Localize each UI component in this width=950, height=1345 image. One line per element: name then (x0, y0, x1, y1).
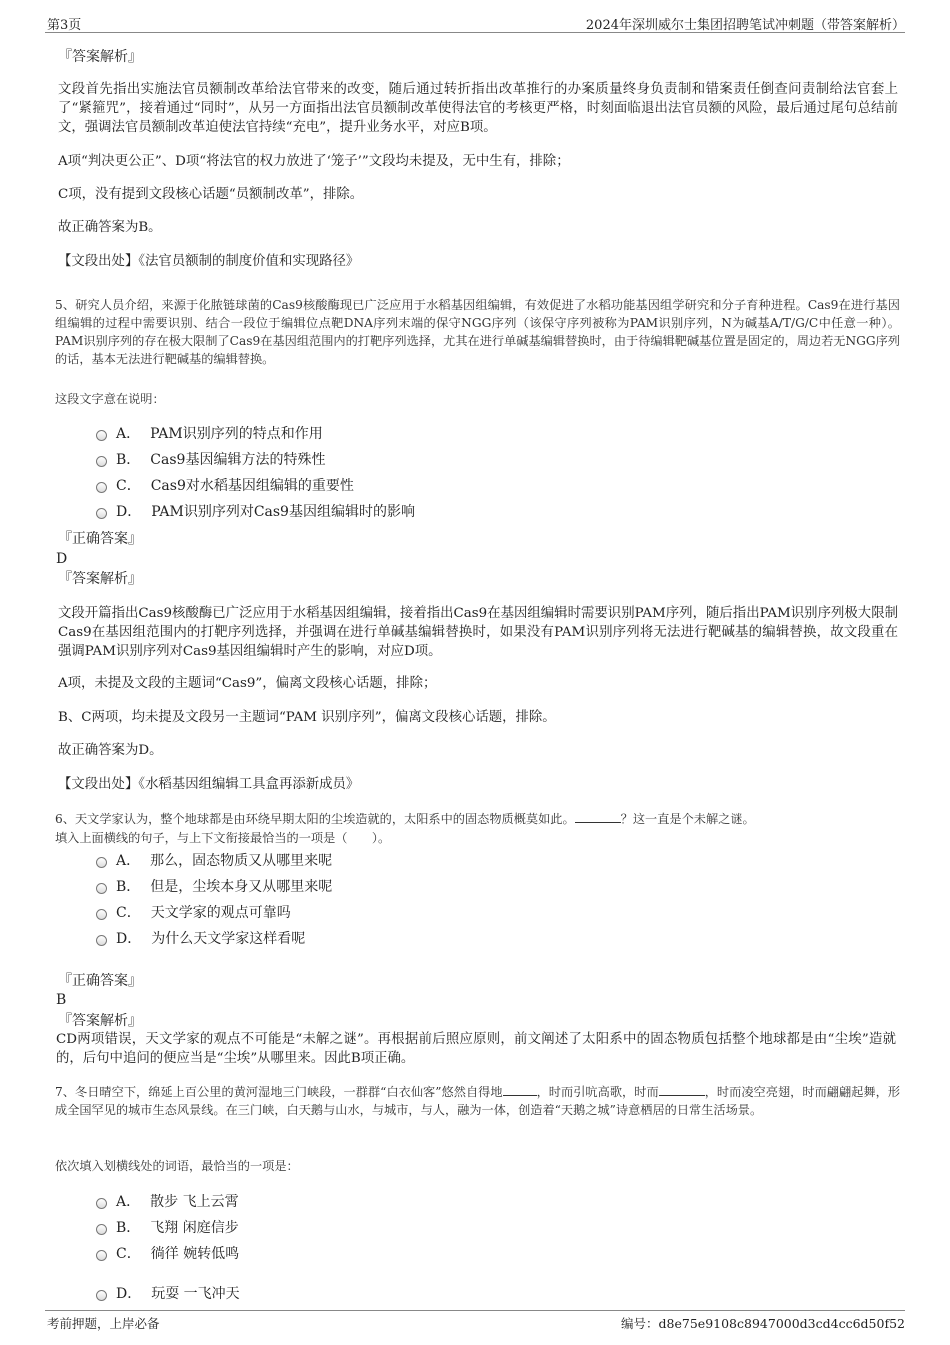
q7-option-d[interactable]: D． 玩耍 一飞冲天 (96, 1284, 240, 1304)
q5-stem: 5、研究人员介绍，来源于化脓链球菌的Cas9核酸酶现已广泛应用于水稻基因组编辑，有效促进了水稻功能基因组学研究和分子育种进程。Cas9在进行基因组编辑的过程中需要识别、结合一段位于编辑位点靶DNA序列末端的保守NGG序列（该保守序列被称为PAM识别序列，N为碱基A/T/G/C中任意一种）。PAM识别序列的存在极大限制了Cas9在基因组范围内的打靶序列选择，尤其在进行单碱基编辑替换时，由于待编辑靶碱基位置是固定的，周边若无NGG序列的话，基本无法进行靶碱基的编辑替换。 (55, 298, 900, 366)
footer-divider (45, 1310, 905, 1311)
page-number: 第3页 (47, 18, 82, 33)
q4-analysis-conclusion: 故正确答案为B。 (58, 220, 162, 235)
fill-blank (659, 1083, 705, 1096)
q6-prompt: 填入上面横线的句子，与上下文衔接最恰当的一项是（ ）。 (55, 831, 391, 845)
q5-analysis-label: 『答案解析』 (58, 571, 142, 587)
q7-stem: 7、冬日晴空下，绵延上百公里的黄河湿地三门峡段，一群群“白衣仙客”悠然自得地 ，时而引吭高歌，时而 ，时而凌空亮翅，时而翩翩起舞，形成全国罕见的城市生态风景线。在三门峡，白天鹅与山水，与城市，与人，融为一体，创造着“天鹅之城”诗意栖居的日常生活场景。 (55, 1085, 901, 1117)
radio-icon[interactable] (96, 935, 107, 946)
q6-answer: B (56, 992, 67, 1008)
q4-analysis-para3: C项，没有提到文段核心话题“员额制改革”，排除。 (58, 187, 364, 202)
fill-blank (575, 810, 621, 823)
q4-analysis-para2: A项“判决更公正”、D项“将法官的权力放进了‘笼子’”文段均未提及，无中生有，排除； (58, 154, 570, 169)
radio-icon[interactable] (96, 1290, 107, 1301)
q6-option-b[interactable]: B． 但是，尘埃本身又从哪里来呢 (96, 877, 332, 897)
radio-icon[interactable] (96, 1198, 107, 1209)
radio-icon[interactable] (96, 508, 107, 519)
q6-analysis-label: 『答案解析』 (58, 1013, 142, 1029)
q5-option-c[interactable]: C． Cas9对水稻基因组编辑的重要性 (96, 476, 354, 496)
header-divider (45, 32, 905, 33)
q5-prompt: 这段文字意在说明： (55, 392, 165, 406)
q5-analysis-para3: B、C两项，均未提及文段另一主题词“PAM 识别序列”，偏离文段核心话题，排除。 (58, 710, 556, 725)
q7-option-b[interactable]: B． 飞翔 闲庭信步 (96, 1218, 239, 1238)
q5-option-a[interactable]: A． PAM识别序列的特点和作用 (96, 424, 323, 444)
q6-answer-label: 『正确答案』 (58, 973, 142, 989)
radio-icon[interactable] (96, 1250, 107, 1261)
q6-analysis: CD两项错误，天文学家的观点不可能是“未解之谜”。再根据前后照应原则，前文阐述了太阳系中的固态物质包括整个地球都是由“尘埃”造就的，后句中追问的便应当是“尘埃”从哪里来。因此B项正确。 (56, 1032, 896, 1066)
q7-option-a[interactable]: A． 散步 飞上云霄 (96, 1192, 239, 1212)
radio-icon[interactable] (96, 909, 107, 920)
footer-slogan: 考前押题，上岸必备 (47, 1316, 160, 1331)
radio-icon[interactable] (96, 1224, 107, 1235)
q5-analysis-para1: 文段开篇指出Cas9核酸酶已广泛应用于水稻基因组编辑，接着指出Cas9在基因组编辑时需要识别PAM序列，随后指出PAM识别序列极大限制Cas9在基因组范围内的打靶序列选择，并强调在进行单碱基编辑替换时，如果没有PAM识别序列将无法进行靶碱基的编辑替换，故文段重在强调PAM识别序列对Cas9基因组编辑时产生的影响，对应D项。 (58, 606, 898, 659)
q5-analysis-conclusion: 故正确答案为D。 (58, 743, 163, 758)
q4-analysis-label: 『答案解析』 (58, 49, 142, 65)
document-title: 2024年深圳威尔士集团招聘笔试冲刺题（带答案解析） (585, 18, 905, 33)
q5-source: 【文段出处】《水稻基因组编辑工具盒再添新成员》 (58, 777, 360, 792)
q4-analysis-para1: 文段首先指出实施法官员额制改革给法官带来的改变，随后通过转折指出改革推行的办案质量终身负责制和错案责任倒查问责制给法官套上了“紧箍咒”，接着通过“同时”，从另一方面指出法官员额制改革使得法官的考核更严格，时刻面临退出法官员额的风险，最后通过尾句总结前文，强调法官员额制改革迫使法官持续“充电”，提升业务水平，对应B项。 (58, 82, 898, 135)
radio-icon[interactable] (96, 857, 107, 868)
q7-prompt: 依次填入划横线处的词语，最恰当的一项是： (55, 1159, 299, 1173)
radio-icon[interactable] (96, 430, 107, 441)
q5-answer: D (56, 551, 68, 567)
q5-option-b[interactable]: B． Cas9基因编辑方法的特殊性 (96, 450, 325, 470)
q5-analysis-para2: A项，未提及文段的主题词“Cas9”，偏离文段核心话题，排除； (58, 676, 437, 691)
radio-icon[interactable] (96, 883, 107, 894)
radio-icon[interactable] (96, 482, 107, 493)
q6-option-d[interactable]: D． 为什么天文学家这样看呢 (96, 929, 305, 949)
q5-option-d[interactable]: D． PAM识别序列对Cas9基因组编辑时的影响 (96, 502, 415, 522)
q4-source: 【文段出处】《法官员额制的制度价值和实现路径》 (58, 254, 360, 269)
radio-icon[interactable] (96, 456, 107, 467)
q5-answer-label: 『正确答案』 (58, 531, 142, 547)
q7-option-c[interactable]: C． 徜徉 婉转低鸣 (96, 1244, 239, 1264)
fill-blank (503, 1083, 537, 1096)
q6-stem: 6、天文学家认为，整个地球都是由环绕早期太阳的尘埃造就的，太阳系中的固态物质概莫如此。 ？这一直是个未解之谜。 (55, 812, 755, 826)
q6-option-c[interactable]: C． 天文学家的观点可靠吗 (96, 903, 291, 923)
q6-option-a[interactable]: A． 那么，固态物质又从哪里来呢 (96, 851, 332, 871)
document-code: 编号：d8e75e9108c8947000d3cd4cc6d50f52 (621, 1316, 905, 1331)
